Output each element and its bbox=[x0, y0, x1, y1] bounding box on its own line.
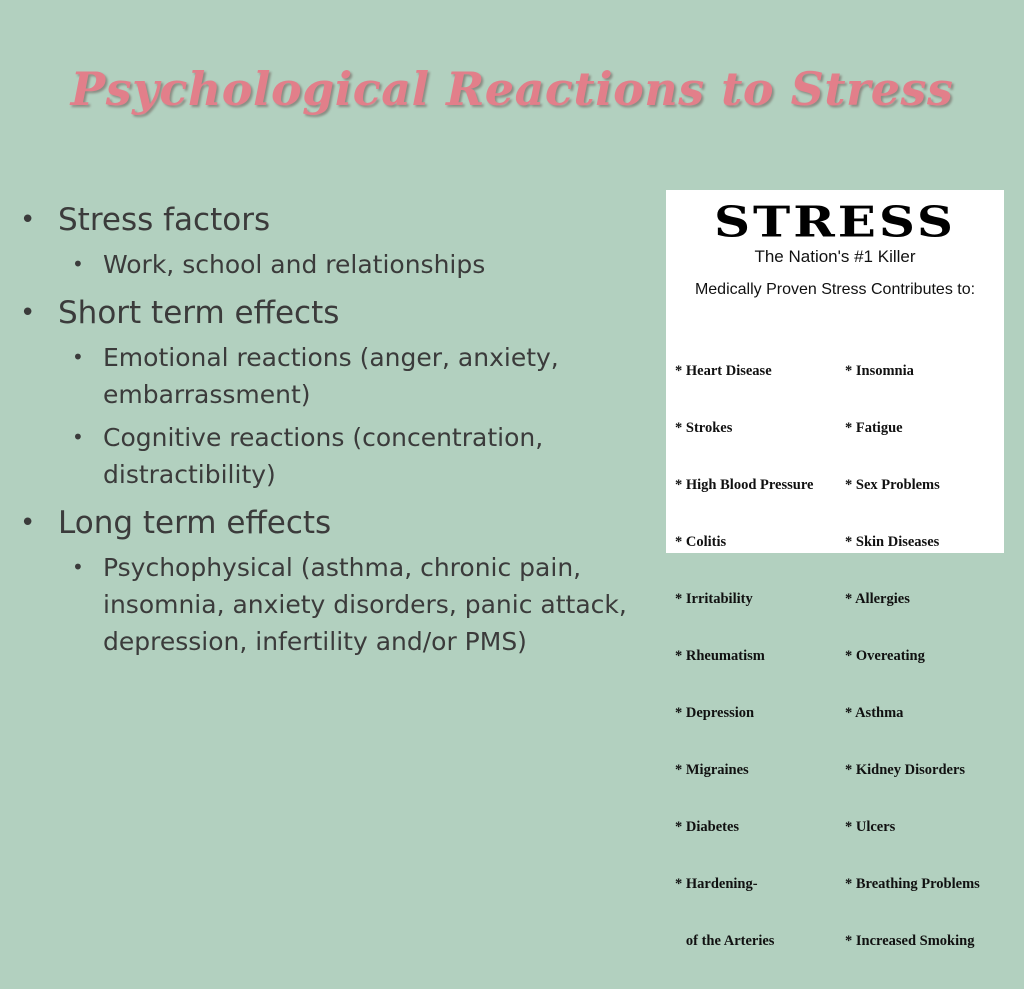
sub-bullet-text: Psychophysical (asthma, chronic pain, insomnia, anxiety disorders, panic attack, depression, infertility and/or PMS) bbox=[103, 553, 627, 656]
list-item: * Migraines bbox=[675, 762, 749, 778]
list-item: * Breathing Problems bbox=[845, 876, 980, 892]
list-item: * Heart Disease bbox=[675, 363, 772, 379]
stress-left-list bbox=[675, 324, 813, 989]
bullet-dot-icon: • bbox=[72, 425, 84, 449]
sub-bullet-text: Work, school and relationships bbox=[103, 250, 486, 279]
list-item: * Fatigue bbox=[845, 420, 903, 436]
list-item: * Allergies bbox=[845, 591, 910, 607]
stress-subtitle: The Nation's #1 Killer bbox=[754, 247, 916, 266]
list-item: * Kidney Disorders bbox=[845, 762, 966, 778]
bullet-dot-icon: • bbox=[72, 345, 84, 369]
list-item: * Colitis bbox=[675, 534, 727, 550]
bullet-dot-icon: • bbox=[20, 508, 36, 538]
stress-right-list bbox=[845, 324, 980, 989]
bullet-text: Short term effects bbox=[58, 295, 340, 331]
bullet-long-term bbox=[14, 503, 674, 543]
slide-title: Psychological Reactions to Stress bbox=[70, 62, 954, 116]
list-item: * Skin Diseases bbox=[845, 534, 940, 550]
sub-bullet-text: Emotional reactions (anger, anxiety, embarrassment) bbox=[103, 343, 559, 409]
bullet-short-term bbox=[14, 293, 674, 333]
list-item: * Strokes bbox=[675, 420, 733, 436]
list-item: * Overeating bbox=[845, 648, 925, 664]
bullet-dot-icon: • bbox=[20, 205, 36, 235]
stress-image bbox=[666, 190, 1004, 949]
bullet-dot-icon: • bbox=[20, 298, 36, 328]
list-item: * Asthma bbox=[845, 705, 904, 721]
sub-bullet-text: Cognitive reactions (concentration, distractibility) bbox=[103, 423, 544, 489]
list-item: * Ulcers bbox=[845, 819, 896, 835]
bullet-dot-icon: • bbox=[72, 252, 84, 276]
stress-headline: STRESS bbox=[713, 196, 957, 247]
list-item: * Insomnia bbox=[845, 363, 914, 379]
list-item: * Depression bbox=[675, 705, 755, 721]
sub-bullet-cognitive bbox=[14, 419, 674, 493]
list-item: * Rheumatism bbox=[675, 648, 765, 664]
bullet-list bbox=[14, 200, 674, 660]
bullet-text: Stress factors bbox=[58, 202, 271, 238]
sub-bullet-work bbox=[14, 246, 674, 283]
list-item: * High Blood Pressure bbox=[675, 477, 814, 493]
stress-tagline: Medically Proven Stress Contributes to: bbox=[694, 281, 976, 298]
sub-bullet-psychophysical bbox=[14, 549, 674, 660]
list-item: * Sex Problems bbox=[845, 477, 940, 493]
list-item: * Diabetes bbox=[675, 819, 740, 835]
sub-bullet-emotional bbox=[14, 339, 674, 413]
bullet-dot-icon: • bbox=[72, 555, 84, 579]
list-item: of the Arteries bbox=[675, 933, 775, 949]
bullet-text: Long term effects bbox=[58, 505, 332, 541]
list-item: * Increased Smoking bbox=[845, 933, 975, 949]
bullet-stress-factors bbox=[14, 200, 674, 240]
list-item: * Irritability bbox=[675, 591, 753, 607]
list-item: * Hardening- bbox=[675, 876, 758, 892]
